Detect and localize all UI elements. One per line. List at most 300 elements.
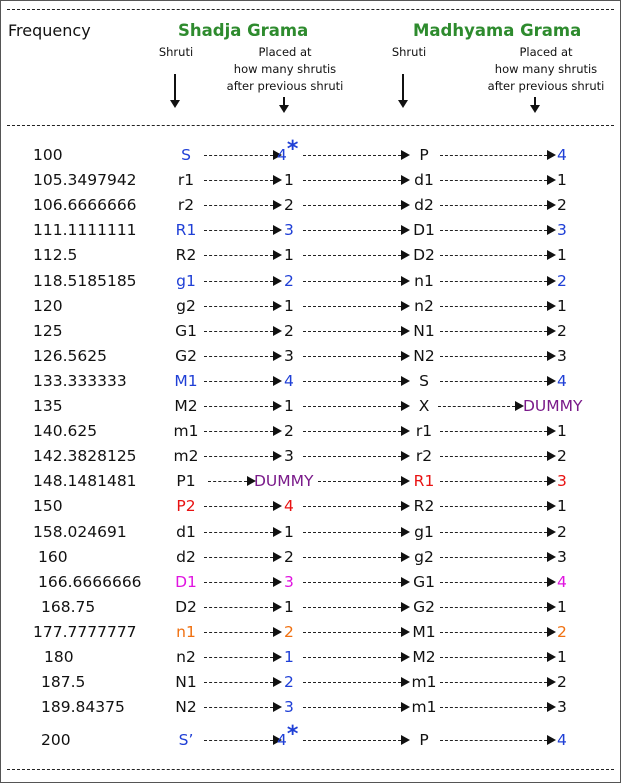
shadja-shruti: P2 <box>176 497 196 516</box>
frequency-value: 133.333333 <box>33 371 127 390</box>
madhyama-shruti: X <box>418 397 430 415</box>
arrow-head-icon <box>273 652 282 662</box>
madhyama-shruti: n1 <box>414 271 434 290</box>
arrow-head-icon <box>547 627 556 637</box>
dashed-arrow-line <box>440 381 547 382</box>
table-row <box>0 545 621 570</box>
placed-label-left <box>205 44 365 95</box>
shadja-placement-value: 3 <box>284 346 294 365</box>
shadja-placement <box>284 695 294 720</box>
arrow-head-icon <box>547 602 556 612</box>
dashed-arrow-line <box>204 356 273 357</box>
dashed-arrow-line <box>204 682 273 683</box>
dashed-arrow-line <box>303 255 401 256</box>
shadja-placement <box>277 137 299 168</box>
table-row <box>0 520 621 545</box>
madhyama-placement: 1 <box>557 246 567 265</box>
frequency-value: 142.3828125 <box>33 447 137 466</box>
dashed-arrow-line <box>440 632 547 633</box>
shadja-shruti: M2 <box>174 397 198 415</box>
dashed-arrow-line <box>204 180 273 181</box>
dashed-arrow-line <box>204 406 273 407</box>
madhyama-shruti: g2 <box>414 547 434 566</box>
shadja-placement-value: 2 <box>284 196 294 215</box>
dashed-arrow-line <box>303 306 401 307</box>
arrow-head-icon <box>547 702 556 712</box>
shruti-label-left: Shruti <box>158 45 194 59</box>
arrow-head-icon <box>547 351 556 361</box>
madhyama-placement: 1 <box>557 497 567 516</box>
shadja-shruti: g1 <box>176 271 196 290</box>
shadja-placement-value: 2 <box>284 622 294 641</box>
dashed-arrow-line <box>204 230 273 231</box>
arrow-head-icon <box>547 250 556 260</box>
shadja-placement-value: 3 <box>284 447 294 466</box>
arrow-head-icon <box>273 552 282 562</box>
madhyama-placement: 2 <box>557 321 567 340</box>
table-row <box>0 419 621 444</box>
dashed-arrow-line <box>303 456 401 457</box>
dashed-arrow-line <box>303 356 401 357</box>
dashed-arrow-line <box>438 406 515 407</box>
shadja-placement-value: 1 <box>284 397 294 415</box>
shadja-placement-value: 3 <box>284 572 294 591</box>
arrow-head-icon <box>273 200 282 210</box>
arrow-head-icon <box>547 301 556 311</box>
madhyama-placement: DUMMY <box>523 397 583 415</box>
shadja-placement <box>284 670 294 695</box>
shadja-placement <box>284 645 294 670</box>
frequency-value: 166.6666666 <box>38 572 142 591</box>
shadja-placement <box>277 722 299 753</box>
shruti-label-right: Shruti <box>391 45 427 59</box>
dashed-arrow-line <box>303 657 401 658</box>
shadja-shruti: n2 <box>176 648 196 666</box>
shadja-placement <box>284 319 294 344</box>
dashed-arrow-line <box>303 281 401 282</box>
madhyama-placement: 3 <box>557 698 567 717</box>
shadja-shruti: G2 <box>175 346 197 365</box>
dashed-arrow-line <box>440 281 547 282</box>
placed-label-left-line3: after previous shruti <box>226 79 344 93</box>
dashed-arrow-line <box>440 557 547 558</box>
dashed-arrow-line <box>204 632 273 633</box>
dashed-arrow-line <box>440 306 547 307</box>
arrow-head-icon <box>547 175 556 185</box>
table-row <box>0 670 621 695</box>
table-row <box>0 294 621 319</box>
placed-label-left-line2: how many shrutis <box>233 62 337 76</box>
header-divider <box>7 125 614 126</box>
frequency-value: 177.7777777 <box>33 622 137 641</box>
shadja-placement-value: 3 <box>284 698 294 717</box>
frequency-value: 150 <box>33 497 63 516</box>
dashed-arrow-line <box>204 607 273 608</box>
madhyama-placement: 2 <box>557 673 567 692</box>
dashed-arrow-line <box>303 230 401 231</box>
arrow-head-icon <box>273 376 282 386</box>
arrow-head-icon <box>273 175 282 185</box>
star-marker: * <box>286 722 299 748</box>
frequency-value: 106.6666666 <box>33 196 137 215</box>
dashed-arrow-line <box>303 155 401 156</box>
dashed-arrow-line <box>204 657 273 658</box>
frequency-value: 200 <box>41 731 71 750</box>
shadja-placement <box>254 469 314 494</box>
shadja-shruti: S’ <box>178 731 194 750</box>
dashed-arrow-line <box>303 331 401 332</box>
shadja-shruti: G1 <box>175 321 197 340</box>
dashed-arrow-line <box>303 582 401 583</box>
madhyama-placement: 4 <box>557 731 567 750</box>
frequency-value: 126.5625 <box>33 346 107 365</box>
frequency-value: 148.1481481 <box>33 472 137 491</box>
placed-label-right-line3: after previous shruti <box>487 79 605 93</box>
arrow-head-icon <box>273 577 282 587</box>
frequency-value: 168.75 <box>41 597 96 616</box>
arrow-head-icon <box>547 376 556 386</box>
shadja-placement-value: 2 <box>284 422 294 441</box>
frequency-column-title: Frequency <box>8 21 91 40</box>
frequency-value: 135 <box>33 397 63 415</box>
dashed-arrow-line <box>208 481 247 482</box>
shadja-placement <box>284 369 294 394</box>
madhyama-placement: 2 <box>557 622 567 641</box>
dashed-arrow-line <box>318 481 401 482</box>
dashed-arrow-line <box>303 406 401 407</box>
dashed-arrow-line <box>303 205 401 206</box>
dashed-arrow-line <box>303 431 401 432</box>
shadja-placement-value: 1 <box>284 597 294 616</box>
madhyama-placement: 4 <box>557 146 567 164</box>
table-row <box>0 722 621 753</box>
frequency-value: 158.024691 <box>33 522 127 541</box>
madhyama-placement: 3 <box>557 547 567 566</box>
madhyama-placement: 1 <box>557 648 567 666</box>
arrow-head-icon <box>547 552 556 562</box>
arrow-head-icon <box>547 677 556 687</box>
shadja-placement-value: 1 <box>284 648 294 666</box>
shadja-shruti: r2 <box>177 196 195 215</box>
shadja-shruti: S <box>181 146 191 164</box>
arrow-head-icon <box>547 150 556 160</box>
table-row <box>0 269 621 294</box>
arrow-head-icon <box>547 451 556 461</box>
arrow-head-icon <box>273 677 282 687</box>
arrow-head-icon <box>547 326 556 336</box>
arrow-head-icon <box>273 225 282 235</box>
arrow-head-icon <box>547 276 556 286</box>
madhyama-placement: 2 <box>557 196 567 215</box>
table-row <box>0 570 621 595</box>
placed-label-right-line2: how many shrutis <box>494 62 598 76</box>
table-row <box>0 218 621 243</box>
frequency-value: 120 <box>33 296 63 315</box>
madhyama-shruti: N2 <box>413 346 435 365</box>
frequency-value: 160 <box>38 547 68 566</box>
shadja-placement-value: 4 <box>284 371 294 390</box>
shadja-shruti: D2 <box>175 597 197 616</box>
arrow-head-icon <box>547 577 556 587</box>
madhyama-shruti: D2 <box>413 246 435 265</box>
table-row <box>0 344 621 369</box>
frequency-value: 140.625 <box>33 422 98 441</box>
dashed-arrow-line <box>440 506 547 507</box>
table-row <box>0 137 621 168</box>
shadja-placement <box>284 520 294 545</box>
dashed-arrow-line <box>204 740 273 741</box>
shadja-placement-value: 2 <box>284 271 294 290</box>
dashed-arrow-line <box>303 532 401 533</box>
star-marker: * <box>286 137 299 162</box>
dashed-arrow-line <box>303 682 401 683</box>
shadja-placement-value: 1 <box>284 522 294 541</box>
shadja-placement-value: 2 <box>284 547 294 566</box>
madhyama-shruti: G2 <box>413 597 435 616</box>
dashed-arrow-line <box>204 532 273 533</box>
dashed-arrow-line <box>204 582 273 583</box>
madhyama-placement: 4 <box>557 371 567 390</box>
dashed-arrow-line <box>204 155 273 156</box>
madhyama-placement: 1 <box>557 296 567 315</box>
madhyama-shruti: P <box>419 146 429 164</box>
shadja-shruti: r1 <box>177 171 195 190</box>
dashed-arrow-line <box>440 205 547 206</box>
arrow-head-icon <box>547 225 556 235</box>
dashed-arrow-line <box>204 506 273 507</box>
shadja-placement <box>284 419 294 444</box>
arrow-head-icon <box>273 301 282 311</box>
dashed-arrow-line <box>440 230 547 231</box>
dashed-arrow-line <box>303 740 401 741</box>
arrow-head-icon <box>547 426 556 436</box>
dashed-arrow-line <box>204 707 273 708</box>
arrow-head-icon <box>273 426 282 436</box>
shadja-placement <box>284 294 294 319</box>
shadja-placement <box>284 444 294 469</box>
dashed-arrow-line <box>440 180 547 181</box>
arrow-head-icon <box>273 276 282 286</box>
frequency-value: 100 <box>33 146 63 164</box>
dashed-arrow-line <box>204 281 273 282</box>
placed-label-right-line1: Placed at <box>519 45 573 59</box>
shadja-placement-value: 2 <box>284 321 294 340</box>
frequency-value: 189.84375 <box>41 698 125 717</box>
shadja-placement-value: 1 <box>284 246 294 265</box>
table-row <box>0 444 621 469</box>
dashed-arrow-line <box>440 607 547 608</box>
dashed-arrow-line <box>303 381 401 382</box>
shadja-placement-value: 1 <box>284 296 294 315</box>
table-row <box>0 394 621 419</box>
shadja-shruti: R1 <box>175 221 197 240</box>
dashed-arrow-line <box>204 331 273 332</box>
dashed-arrow-line <box>440 255 547 256</box>
table-row <box>0 168 621 193</box>
arrow-head-icon <box>547 527 556 537</box>
frequency-value: 112.5 <box>33 246 78 265</box>
shadja-placement <box>284 344 294 369</box>
dashed-arrow-line <box>440 155 547 156</box>
dashed-arrow-line <box>440 331 547 332</box>
shadja-placement <box>284 193 294 218</box>
table-row <box>0 595 621 620</box>
shadja-placement-value: 4 <box>277 731 287 750</box>
madhyama-shruti: d1 <box>414 171 434 190</box>
madhyama-placement: 1 <box>557 171 567 190</box>
dashed-arrow-line <box>440 356 547 357</box>
dashed-arrow-line <box>204 456 273 457</box>
madhyama-placement: 2 <box>557 271 567 290</box>
shadja-placement <box>284 394 294 419</box>
madhyama-grama-title: Madhyama Grama <box>413 21 582 40</box>
dashed-arrow-line <box>303 707 401 708</box>
shadja-shruti: m2 <box>173 447 199 466</box>
madhyama-placement: 1 <box>557 422 567 441</box>
dashed-arrow-line <box>303 607 401 608</box>
madhyama-shruti: R2 <box>413 497 435 516</box>
table-row <box>0 319 621 344</box>
shadja-grama-title: Shadja Grama <box>178 21 309 40</box>
shadja-shruti: n1 <box>176 622 196 641</box>
dashed-arrow-line <box>440 431 547 432</box>
bottom-divider <box>7 769 614 770</box>
frequency-value: 125 <box>33 321 63 340</box>
shadja-placement-value: 1 <box>284 171 294 190</box>
madhyama-placement: 3 <box>557 221 567 240</box>
shadja-shruti: R2 <box>175 246 197 265</box>
placed-label-left-line1: Placed at <box>258 45 312 59</box>
shadja-shruti: N1 <box>175 673 197 692</box>
dashed-arrow-line <box>440 456 547 457</box>
table-row <box>0 369 621 394</box>
shadja-placement-value: 3 <box>284 221 294 240</box>
dashed-arrow-line <box>440 582 547 583</box>
dashed-arrow-line <box>440 532 547 533</box>
madhyama-shruti: r1 <box>415 422 433 441</box>
dashed-arrow-line <box>440 740 547 741</box>
madhyama-placement: 2 <box>557 522 567 541</box>
shadja-placement-value: DUMMY <box>254 472 314 491</box>
table-row <box>0 193 621 218</box>
frequency-value: 105.3497942 <box>33 171 137 190</box>
frequency-value: 180 <box>44 648 74 666</box>
arrow-head-icon <box>273 602 282 612</box>
madhyama-placement: 4 <box>557 572 567 591</box>
arrow-head-icon <box>547 476 556 486</box>
dashed-arrow-line <box>204 381 273 382</box>
arrow-head-icon <box>273 627 282 637</box>
shadja-shruti: d1 <box>176 522 196 541</box>
table-row <box>0 243 621 268</box>
dashed-arrow-line <box>440 707 547 708</box>
madhyama-shruti: N1 <box>413 321 435 340</box>
arrow-head-icon <box>273 250 282 260</box>
dashed-arrow-line <box>440 682 547 683</box>
madhyama-shruti: n2 <box>414 296 434 315</box>
madhyama-shruti: G1 <box>413 572 435 591</box>
table-row <box>0 469 621 494</box>
table-row <box>0 645 621 670</box>
arrow-head-icon <box>273 527 282 537</box>
dashed-arrow-line <box>204 205 273 206</box>
madhyama-placement: 3 <box>557 346 567 365</box>
dashed-arrow-line <box>204 306 273 307</box>
shadja-placement <box>284 269 294 294</box>
table-row <box>0 494 621 519</box>
arrow-head-icon <box>547 501 556 511</box>
shadja-placement <box>284 595 294 620</box>
madhyama-shruti: g1 <box>414 522 434 541</box>
madhyama-shruti: P <box>419 731 429 750</box>
shadja-placement <box>284 570 294 595</box>
madhyama-shruti: M1 <box>412 622 436 641</box>
madhyama-shruti: m1 <box>411 698 437 717</box>
dashed-arrow-line <box>204 255 273 256</box>
shadja-shruti: N2 <box>175 698 197 717</box>
placed-label-right <box>466 44 621 95</box>
madhyama-shruti: R1 <box>413 472 435 491</box>
shadja-placement-value: 4 <box>277 146 287 164</box>
shadja-placement <box>284 168 294 193</box>
shadja-placement <box>284 243 294 268</box>
madhyama-shruti: m1 <box>411 673 437 692</box>
dashed-arrow-line <box>303 506 401 507</box>
madhyama-shruti: M2 <box>412 648 436 666</box>
madhyama-shruti: r2 <box>415 447 433 466</box>
shadja-shruti: M1 <box>174 371 198 390</box>
madhyama-placement: 2 <box>557 447 567 466</box>
frequency-value: 187.5 <box>41 673 86 692</box>
shadja-placement <box>284 545 294 570</box>
arrow-head-icon <box>273 501 282 511</box>
madhyama-shruti: D1 <box>413 221 435 240</box>
dashed-arrow-line <box>440 481 547 482</box>
arrow-head-icon <box>547 735 556 745</box>
shadja-placement <box>284 494 294 519</box>
shadja-placement <box>284 620 294 645</box>
dashed-arrow-line <box>303 557 401 558</box>
arrow-head-icon <box>273 451 282 461</box>
shadja-shruti: d2 <box>176 547 196 566</box>
arrow-head-icon <box>547 200 556 210</box>
frequency-value: 118.5185185 <box>33 271 137 290</box>
shadja-shruti: P1 <box>176 472 196 491</box>
arrow-head-icon <box>273 326 282 336</box>
madhyama-placement: 1 <box>557 597 567 616</box>
madhyama-shruti: d2 <box>414 196 434 215</box>
shadja-placement-value: 4 <box>284 497 294 516</box>
dashed-arrow-line <box>303 632 401 633</box>
frequency-value: 111.1111111 <box>33 221 137 240</box>
arrow-head-icon <box>273 351 282 361</box>
dashed-arrow-line <box>204 557 273 558</box>
top-divider <box>7 9 614 10</box>
arrow-head-icon <box>273 702 282 712</box>
madhyama-placement: 3 <box>557 472 567 491</box>
dashed-arrow-line <box>303 180 401 181</box>
shadja-placement <box>284 218 294 243</box>
shadja-shruti: g2 <box>176 296 196 315</box>
shadja-shruti: m1 <box>173 422 199 441</box>
madhyama-shruti: S <box>419 371 429 390</box>
table-row <box>0 620 621 645</box>
dashed-arrow-line <box>204 431 273 432</box>
table-row <box>0 695 621 720</box>
shadja-placement-value: 2 <box>284 673 294 692</box>
arrow-head-icon <box>273 401 282 411</box>
shadja-shruti: D1 <box>175 572 197 591</box>
